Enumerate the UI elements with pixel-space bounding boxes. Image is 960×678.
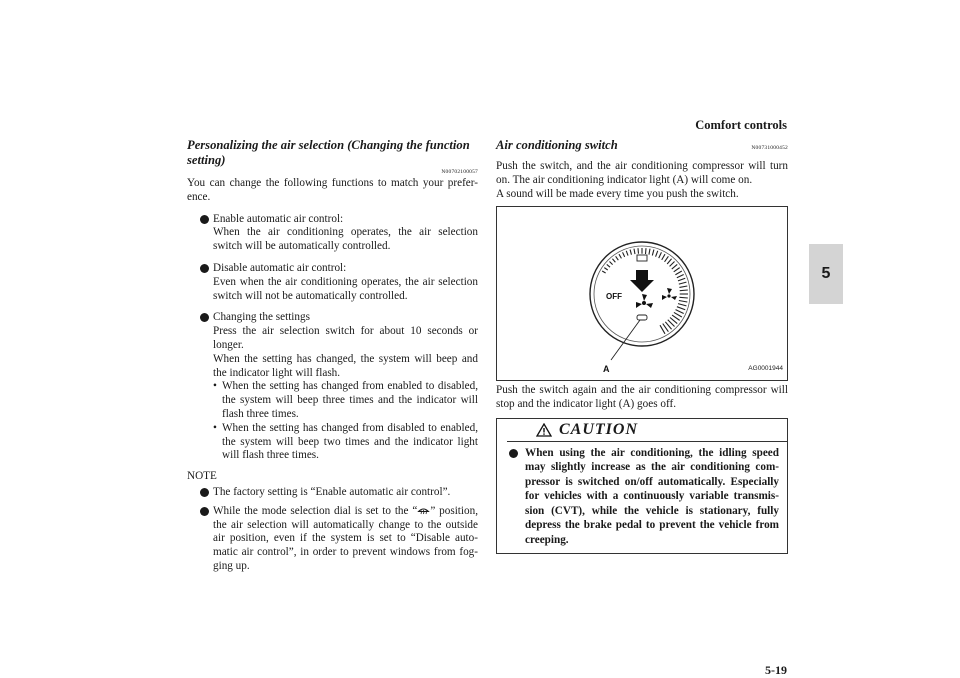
dial-tick (634, 249, 635, 254)
note-item: The factory setting is “Enable automatic air control”. (187, 486, 478, 500)
dial-tick (678, 304, 686, 306)
intro-paragraph: You can change the following functions to match your prefer-ence. (187, 177, 478, 203)
dial-tick (677, 275, 684, 278)
dial-tick (602, 271, 605, 273)
list-item (187, 262, 478, 303)
list-item-title: Enable automatic air control: (213, 212, 344, 225)
list-item-desc: When the setting has changed, the system will beep and the indicator light will flash. (213, 352, 478, 379)
list-item-desc: When the air conditioning operates, the air selection switch will be automatically controlled. (213, 226, 478, 253)
section-code: N00702100057 (441, 169, 478, 175)
dial-tick (679, 282, 687, 284)
dial-tick (680, 290, 688, 291)
fan-icon (636, 294, 653, 308)
note-item: While the mode selection dial is set to the “ ” position, the air selection will automatically change to the outside air position, even if the system is set to “Disable auto-matic air control”, in order to prevent windows from fog-ging up. (187, 505, 478, 574)
sub-list-item: • When the setting has changed from disabled to enabled, the system will beep two times and the indicator light will flash three times. (213, 421, 478, 462)
bullet-icon (509, 449, 518, 458)
list-item (187, 213, 478, 254)
ac-paragraph-2: A sound will be made every time you push the switch. (496, 187, 739, 200)
dial-tick (626, 251, 628, 256)
caution-title: CAUTION (558, 421, 638, 439)
ac-paragraph-1: Push the switch, and the air conditioning compressor will turn on. The air conditioning indicator light (A) will come on. (496, 160, 788, 186)
warning-triangle-icon (536, 423, 552, 437)
dial-tick (670, 262, 675, 267)
dial-tick (676, 310, 684, 314)
dial-tick (612, 259, 615, 263)
dial-tick (679, 301, 687, 302)
page-number: 5-19 (765, 663, 787, 677)
dial-tick (665, 257, 669, 263)
ac-indicator-light (637, 315, 647, 320)
dial-tick (649, 249, 650, 255)
running-header: Comfort controls (695, 118, 787, 132)
dial-tick (672, 265, 677, 270)
sub-bullet-icon: • (213, 421, 217, 434)
list-item-desc: Even when the air conditioning operates, the air selection switch will not be automatically controlled. (213, 275, 478, 302)
dial-tick (674, 313, 682, 318)
callout-line (611, 320, 640, 360)
list-item-title: Disable automatic air control: (213, 261, 347, 274)
dial-tick (619, 255, 621, 259)
ac-paragraph-3: Push the switch again and the air conditioning compressor will stop and the indicator light (A) goes off. (496, 384, 788, 411)
dial-tick (675, 271, 681, 275)
dial-tick (678, 279, 685, 282)
bullet-icon (200, 488, 209, 497)
caution-header (507, 419, 787, 442)
dial-tick (667, 259, 671, 264)
caution-box (496, 418, 788, 555)
dial-tick (679, 286, 687, 287)
bullet-icon (200, 507, 209, 516)
arrow-down-icon (630, 270, 654, 292)
dial-tick (604, 268, 607, 270)
section-code: N00731000452 (751, 145, 788, 151)
section-title-ac-switch: Air conditioning switch (496, 138, 618, 152)
off-label: OFF (606, 292, 622, 302)
callout-label: A (603, 364, 610, 375)
dial-tick (662, 255, 665, 261)
bullet-icon (200, 215, 209, 224)
dial-tick (645, 249, 646, 255)
sub-list-item: • When the setting has changed from enabled to disabled, the system will beep three times and the indicator will flash three times. (213, 380, 478, 420)
bullet-icon (200, 264, 209, 273)
dial-tick (607, 265, 610, 268)
bullet-icon (200, 313, 209, 322)
dial-tick (630, 250, 631, 255)
fan-speed-icon (662, 288, 677, 300)
dial-tick (609, 262, 612, 265)
list-item-settings (187, 311, 478, 463)
left-column (187, 138, 478, 574)
defroster-icon (417, 505, 430, 515)
list-item-title: Changing the settings (213, 311, 310, 324)
ac-dial-illustration (497, 207, 787, 380)
dial-tick (616, 257, 619, 261)
sub-bullet-icon: • (213, 380, 217, 393)
dial-tick (656, 251, 658, 257)
dial-tick (623, 253, 625, 258)
note-label: NOTE (187, 470, 217, 483)
dial-tick (677, 307, 685, 310)
indicator-lamp-top (637, 255, 647, 261)
list-item-desc: Press the air selection switch for about 10 seconds or longer. (213, 325, 478, 351)
dial-tick (679, 298, 687, 299)
dial-tick (674, 268, 680, 272)
dial-tick (652, 250, 654, 256)
section-title-personalizing: Personalizing the air selection (Changing the function setting) (187, 138, 470, 167)
dial-tick (659, 253, 662, 259)
ac-switch-figure (496, 206, 788, 381)
figure-code: AG0001944 (748, 364, 783, 372)
right-column (496, 138, 788, 554)
chapter-tab: 5 (809, 244, 843, 304)
caution-item: When using the air conditioning, the idling speed may slightly increase as the air conditioning com-pressor is switched on/off automatically. Especially for vehicles with a continuously variable transmis-sion (CVT), while the vehicle is stationary, fully depress the brake pedal to prevent the vehicle from creeping. (497, 442, 787, 548)
